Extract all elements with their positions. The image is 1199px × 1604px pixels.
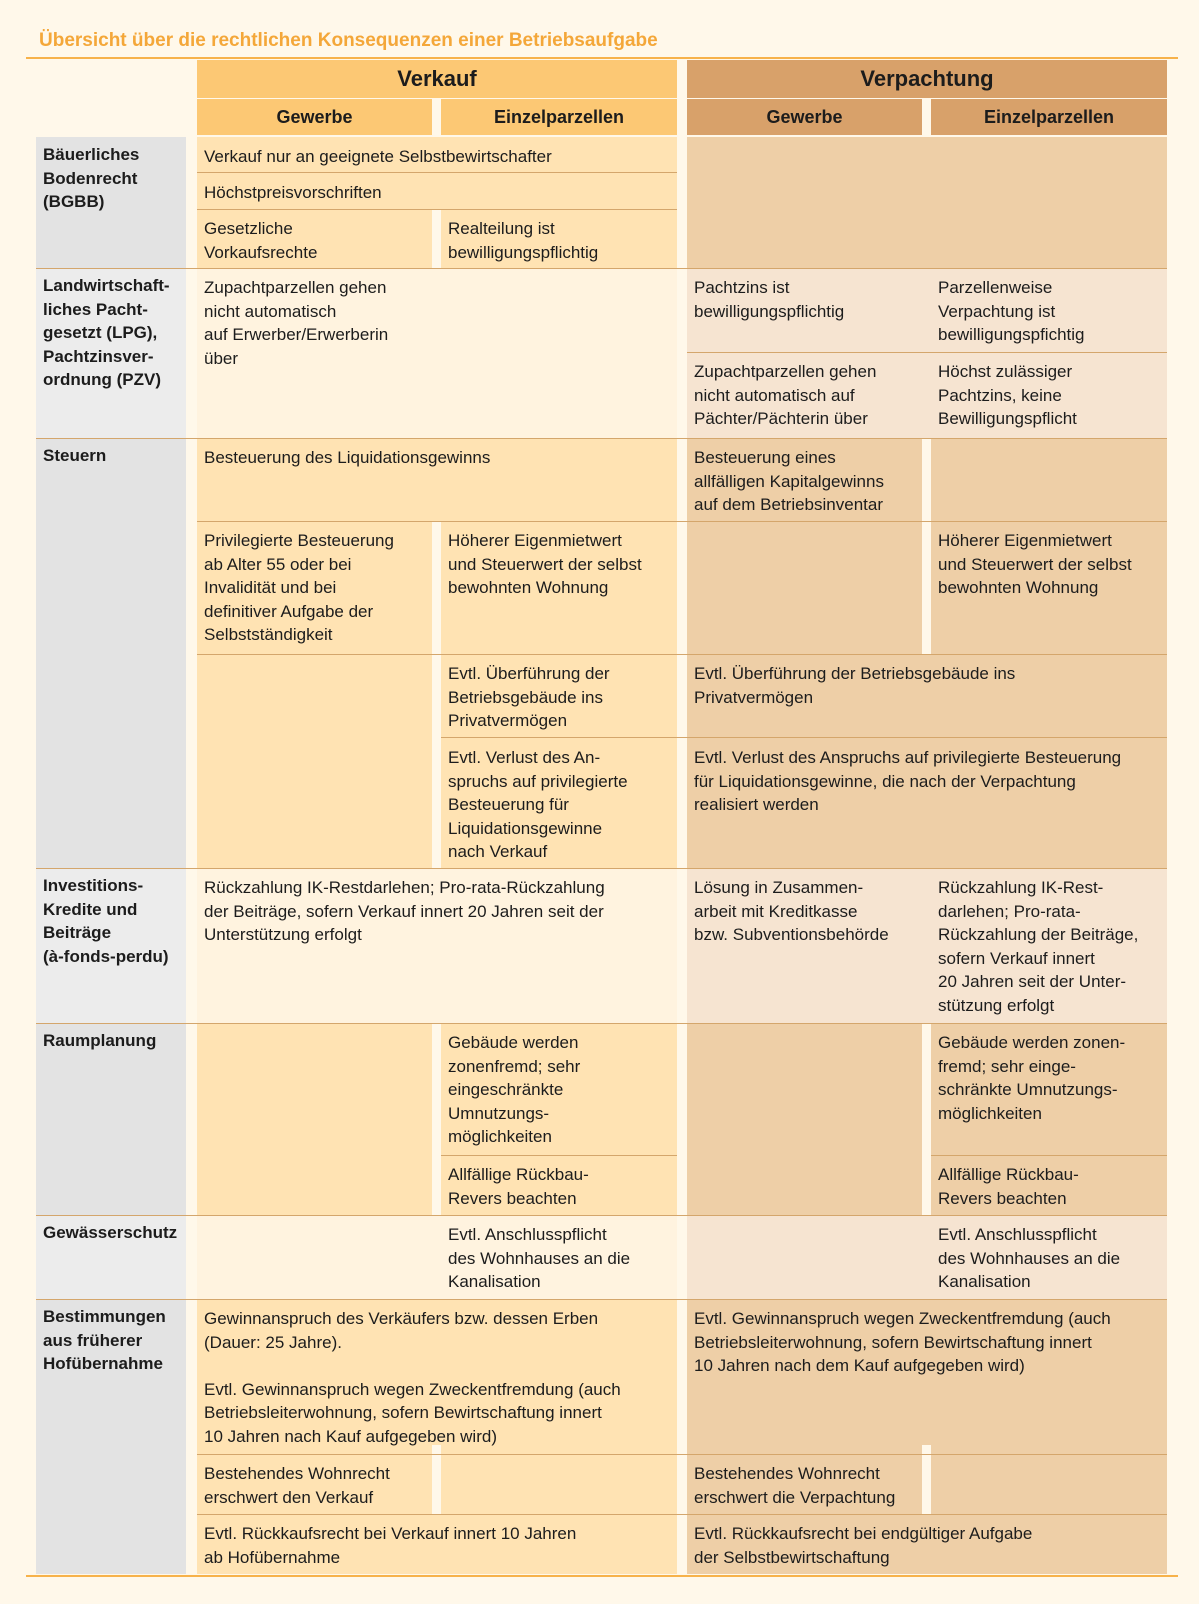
row-label-bgbb: Bäuerliches Bodenrecht (BGBB): [43, 145, 140, 211]
cell-st-eigenmietwert-vp: Höherer Eigenmietwert und Steuerwert der selbst bewohnten Wohnung: [938, 531, 1132, 597]
row-label-lpg: Landwirtschaft- liches Pacht- gesetzt (LPG), Pachtzinsver- ordnung (PZV): [43, 276, 170, 389]
cell-raum-zonenfremd-vk: Gebäude werden zonenfremd; sehr eingeschränkte Umnutzungs- möglichkeiten: [448, 1033, 581, 1146]
cell-ik-verpachtung-gewerbe: Lösung in Zusammen- arbeit mit Kreditkasse bzw. Subventionsbehörde: [694, 878, 889, 944]
sep-bgbb: [36, 268, 1167, 269]
cell-hof-gewinnanspruch-vp: Evtl. Gewinnanspruch wegen Zweckentfremdung (auch Betriebsleiterwohnung, sofern Bewirtschaftung innert 10 Jahren nach dem Kauf aufgegeben wird): [694, 1309, 1111, 1375]
row-label-gewaesserschutz: Gewässerschutz: [43, 1223, 178, 1242]
sep-hof-2: [197, 1514, 1167, 1515]
row-label-steuern: Steuern: [43, 446, 107, 465]
sep-raum-vk: [441, 1155, 677, 1156]
title-rule: [26, 57, 1178, 59]
cell-st-ueberfuehrung-vp: Evtl. Überführung der Betriebsgebäude ins Privatvermögen: [694, 664, 1016, 707]
sep-hof-1: [197, 1454, 1167, 1455]
sep-st-2: [197, 654, 1167, 655]
cell-st-eigenmietwert-vk: Höherer Eigenmietwert und Steuerwert der selbst bewohnten Wohnung: [448, 531, 642, 597]
sep-steuern: [36, 868, 1167, 869]
cell-gw-anschluss-vk: Evtl. Anschlusspflicht des Wohnhauses an die Kanalisation: [448, 1225, 631, 1291]
sep-lpg-vp: [687, 352, 1167, 353]
cell-lpg-zupacht: Zupachtparzellen gehen nicht automatisch auf Pächter/Pächterin über: [694, 362, 877, 428]
subheader-verkauf-einzel: Einzelparzellen: [441, 99, 677, 135]
table-title: Übersicht über die rechtlichen Konsequenzen einer Betriebsaufgabe: [39, 30, 658, 51]
cell-hof-gewinnanspruch-vk: Gewinnanspruch des Verkäufers bzw. dessen Erben (Dauer: 25 Jahre). Evtl. Gewinnanspruch wegen Zweckentfremdung (auch Betriebsleiterwohnung, sofern Bewirtschaftung innert 10 Jahren nach Kauf aufgegeben wird): [204, 1309, 621, 1446]
bottom-rule: [26, 1575, 1178, 1577]
sep-ik: [36, 1023, 1167, 1024]
cell-st-verlust-vk: Evtl. Verlust des An- spruchs auf privilegierte Besteuerung für Liquidationsgewinne nach Verkauf: [448, 748, 628, 861]
subheader-verkauf-gewerbe: Gewerbe: [197, 99, 432, 135]
header-verpachtung: Verpachtung: [687, 60, 1167, 98]
cell-lpg-verkauf: Zupachtparzellen gehen nicht automatisch auf Erwerber/Erwerberin über: [204, 278, 389, 368]
row-label-hofuebernahme: Bestimmungen aus früherer Hofübernahme: [43, 1307, 166, 1373]
cell-hof-wohnrecht-vk: Bestehendes Wohnrecht erschwert den Verkauf: [204, 1464, 390, 1507]
sep-bgbb-2: [197, 209, 677, 210]
cell-hof-rueckkauf-vp: Evtl. Rückkaufsrecht bei endgültiger Aufgabe der Selbstbewirtschaftung: [694, 1524, 1033, 1567]
cell-raum-rueckbau-vk: Allfällige Rückbau- Revers beachten: [448, 1165, 589, 1208]
subheader-verpachtung-gewerbe: Gewerbe: [687, 99, 922, 135]
subheader-verpachtung-einzel: Einzelparzellen: [931, 99, 1167, 135]
cell-ik-verpachtung-einzel: Rückzahlung IK-Rest- darlehen; Pro-rata- Rückzahlung der Beiträge, sofern Verkauf innert 20 Jahren seit der Unter- stützung erfolgt: [938, 878, 1139, 1015]
cell-bgbb-selbstbewirtschafter: Verkauf nur an geeignete Selbstbewirtschafter: [204, 147, 552, 166]
cell-hof-rueckkauf-vk: Evtl. Rückkaufsrecht bei Verkauf innert 10 Jahren ab Hofübernahme: [204, 1524, 577, 1567]
row-label-raumplanung: Raumplanung: [43, 1031, 157, 1050]
cell-lpg-hoechstzins: Höchst zulässiger Pachtzins, keine Bewilligungspflicht: [938, 362, 1077, 428]
cell-st-kapitalgewinn: Besteuerung eines allfälligen Kapitalgewinns auf dem Betriebsinventar: [694, 448, 884, 514]
sep-gw: [36, 1299, 1167, 1300]
cell-raum-rueckbau-vp: Allfällige Rückbau- Revers beachten: [938, 1165, 1079, 1208]
cell-lpg-parzellenweise: Parzellenweise Verpachtung ist bewilligungspfichtig: [938, 278, 1085, 344]
cell-ik-verkauf: Rückzahlung IK-Restdarlehen; Pro-rata-Rückzahlung der Beiträge, sofern Verkauf innert 20 Jahren seit der Unterstützung erfolgt: [204, 878, 605, 944]
sep-bgbb-1: [197, 172, 677, 173]
cell-bgbb-realteilung: Realteilung ist bewilligungspflichtig: [448, 219, 599, 262]
cell-lpg-pachtzins: Pachtzins ist bewilligungspflichtig: [694, 278, 845, 321]
cell-st-verlust-vp: Evtl. Verlust des Anspruchs auf privilegierte Besteuerung für Liquidationsgewinne, die nach der Verpachtung realisiert werden: [694, 748, 1122, 814]
cell-bgbb-vorkaufsrechte: Gesetzliche Vorkaufsrechte: [204, 219, 318, 262]
cell-hof-wohnrecht-vp: Bestehendes Wohnrecht erschwert die Verpachtung: [694, 1464, 896, 1507]
sep-lpg: [36, 438, 1167, 439]
sep-raum: [36, 1215, 1167, 1216]
cell-st-ueberfuehrung-vk: Evtl. Überführung der Betriebsgebäude ins Privatvermögen: [448, 664, 610, 730]
sep-st-3: [441, 737, 1167, 738]
row-label-investitionskredite: Investitions- Kredite und Beiträge (à-fonds-perdu): [43, 876, 169, 966]
cell-st-liquidationsgewinn: Besteuerung des Liquidationsgewinns: [204, 448, 491, 467]
cell-raum-zonenfremd-vp: Gebäude werden zonen- fremd; sehr einge- schränkte Umnutzungs- möglichkeiten: [938, 1033, 1126, 1123]
sep-st-1: [197, 521, 1167, 522]
sep-raum-vp: [931, 1155, 1167, 1156]
cell-st-privilegiert: Privilegierte Besteuerung ab Alter 55 oder bei Invalidität und bei definitiver Aufgabe der Selbstständigkeit: [204, 531, 394, 644]
cell-gw-anschluss-vp: Evtl. Anschlusspflicht des Wohnhauses an die Kanalisation: [938, 1225, 1121, 1291]
bridge-bgbb-vp: [922, 137, 931, 268]
cell-bgbb-hoechstpreis: Höchstpreisvorschriften: [204, 183, 382, 202]
header-verkauf: Verkauf: [197, 60, 677, 98]
